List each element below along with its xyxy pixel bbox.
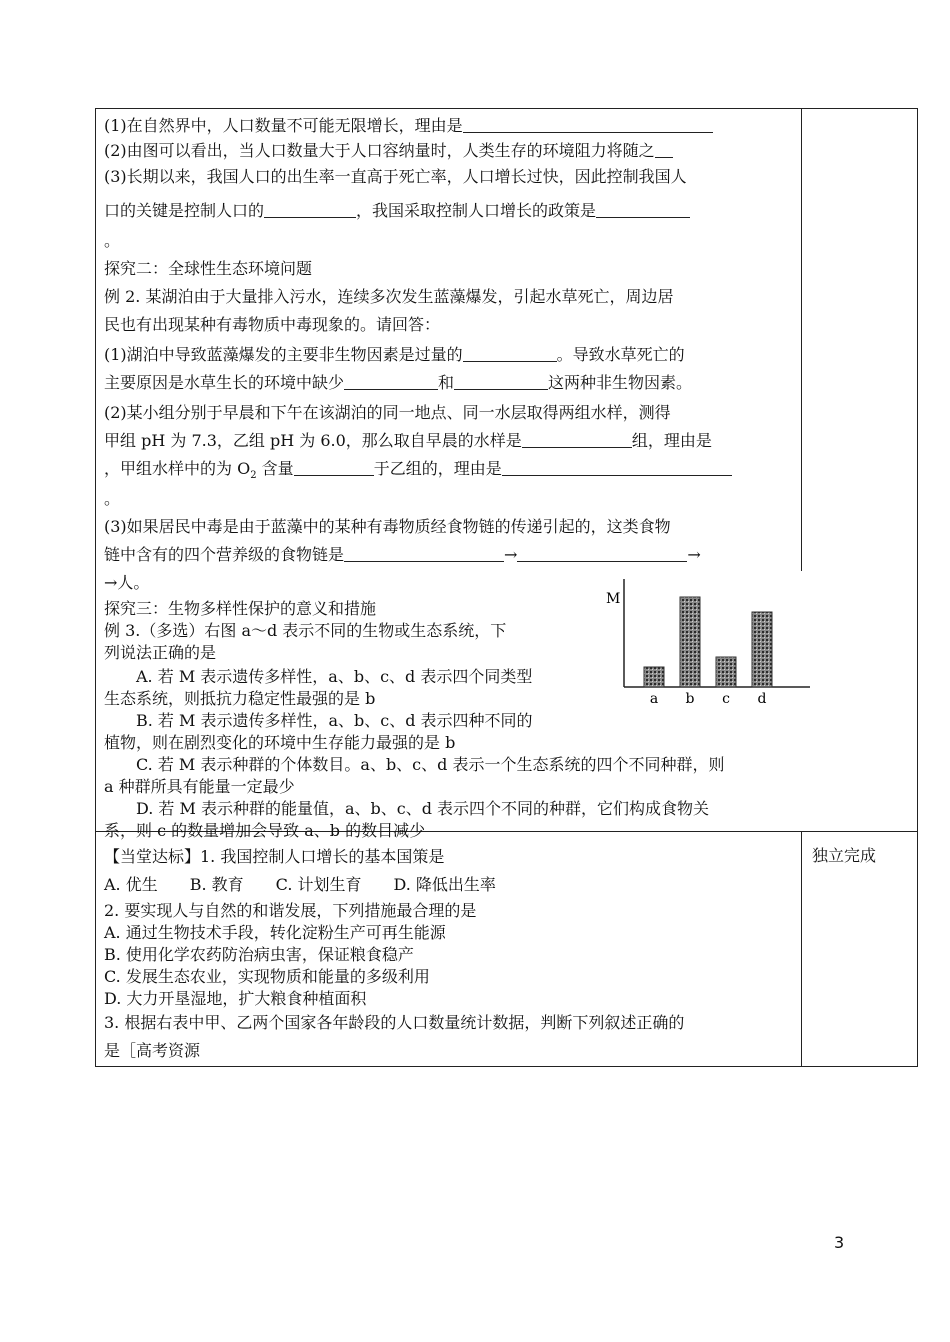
side-note: 独立完成 [812, 846, 877, 865]
exercise-2-option: D. 大力开垦湿地，扩大粮食种植面积 [104, 989, 367, 1008]
exercise-3: 是［高考资源 [104, 1041, 201, 1060]
bar-d [752, 612, 772, 687]
exercise-2: 2. 要实现人与自然的和谐发展，下列措施最合理的是 [104, 901, 477, 920]
answer-blank [596, 202, 690, 218]
answer-blank [264, 202, 356, 218]
question-2: (2)由图可以看出，当人口数量大于人口容纳量时，人类生存的环境阻力将随之 [104, 140, 673, 162]
answer-blank [344, 546, 504, 562]
answer-blank [655, 142, 673, 158]
answer-blank [502, 460, 732, 476]
section-heading: 探究三：生物多样性保护的意义和措施 [104, 599, 377, 618]
y-axis-label: M [606, 591, 621, 607]
answer-blank [517, 546, 687, 562]
exercise-1: 【当堂达标】1. 我国控制人口增长的基本国策是 [104, 847, 445, 866]
option-a: 生态系统，则抵抗力稳定性最强的是 b [104, 689, 376, 708]
bar-a [644, 667, 664, 687]
answer-blank [463, 346, 557, 362]
example-2-line: 例 2. 某湖泊由于大量排入污水，连续多次发生蓝藻爆发，引起水草死亡，周边居 [104, 287, 674, 306]
option-b: 植物，则在剧烈变化的环境中生存能力最强的是 b [104, 733, 456, 752]
answer-blank [463, 117, 713, 133]
option-d: 系，则 c 的数量增加会导致 a、b 的数目减少 [104, 821, 426, 840]
example-2-q3: (3)如果居民中毒是由于蓝藻中的某种有毒物质经食物链的传递引起的，这类食物 [104, 517, 671, 536]
bar-c [716, 657, 736, 687]
question-3a: (3)长期以来，我国人口的出生率一直高于死亡率，人口增长过快，因此控制我国人 [104, 167, 687, 186]
tick-label-b: b [685, 691, 695, 707]
example-2-q1: (1)湖泊中导致蓝藻爆发的主要非生物因素是过量的 。导致水草死亡的 [104, 345, 685, 364]
tick-label-c: c [722, 691, 730, 707]
example-2-q2: 甲组 pH 为 7.3，乙组 pH 为 6.0，那么取自早晨的水样是 组，理由是 [104, 431, 712, 450]
column-divider [801, 832, 802, 1067]
period: 。 [104, 489, 121, 508]
option-c: C. 若 M 表示种群的个体数目。a、b、c、d 表示一个生态系统的四个不同种群，则 [104, 755, 725, 774]
example-3-line: 例 3.（多选）右图 a～d 表示不同的生物或生态系统，下 [104, 621, 507, 640]
tick-label-d: d [757, 691, 767, 707]
option-b: B. 若 M 表示遗传多样性，a、b、c、d 表示四种不同的 [104, 711, 533, 730]
exercise-2-option: B. 使用化学农药防治病虫害，保证粮食稳产 [104, 945, 414, 964]
exercise-2-option: C. 发展生态农业，实现物质和能量的多级利用 [104, 967, 430, 986]
exercise-2-option: A. 通过生物技术手段，转化淀粉生产可再生能源 [104, 923, 446, 942]
example-2-q1: 主要原因是水草生长的环境中缺少 和 这两种非生物因素。 [104, 373, 693, 392]
answer-blank [344, 374, 438, 390]
example-2-q2: (2)某小组分别于早晨和下午在该湖泊的同一地点、同一水层取得两组水样，测得 [104, 403, 671, 422]
tick-label-a: a [649, 691, 659, 707]
example-2-q3: →人。 [104, 573, 150, 592]
question-1: (1)在自然界中，人口数量不可能无限增长，理由是 [104, 115, 713, 137]
option-a: A. 若 M 表示遗传多样性，a、b、c、d 表示四个同类型 [104, 667, 533, 686]
page-number: 3 [834, 1233, 845, 1252]
section-heading: 探究二：全球性生态环境问题 [104, 259, 313, 278]
answer-blank [454, 374, 548, 390]
option-c: a 种群所具有能量一定最少 [104, 777, 295, 796]
bar-b [680, 597, 700, 687]
column-divider [801, 108, 802, 571]
exercise-3: 3. 根据右表中甲、乙两个国家各年龄段的人口数量统计数据，判断下列叙述正确的 [104, 1013, 685, 1032]
question-3b: 口的关键是控制人口的 ，我国采取控制人口增长的政策是 [104, 200, 690, 222]
period: 。 [104, 231, 121, 250]
example-2-line: 民也有出现某种有毒物质中毒现象的。请回答： [104, 315, 441, 334]
example-2-q2: ，甲组水样中的为 $O_2$ 含量 于乙组的，理由是 [104, 458, 732, 487]
example-3-line: 列说法正确的是 [104, 643, 217, 662]
answer-blank [294, 460, 374, 476]
option-d: D. 若 M 表示种群的能量值，a、b、c、d 表示四个不同的种群，它们构成食物关 [104, 799, 710, 818]
example-2-q3: 链中含有的四个营养级的食物链是 → → [104, 545, 701, 564]
bar-chart [598, 575, 818, 715]
answer-blank [522, 432, 632, 448]
exercise-1-options: A. 优生 B. 教育 C. 计划生育 D. 降低出生率 [104, 875, 496, 894]
